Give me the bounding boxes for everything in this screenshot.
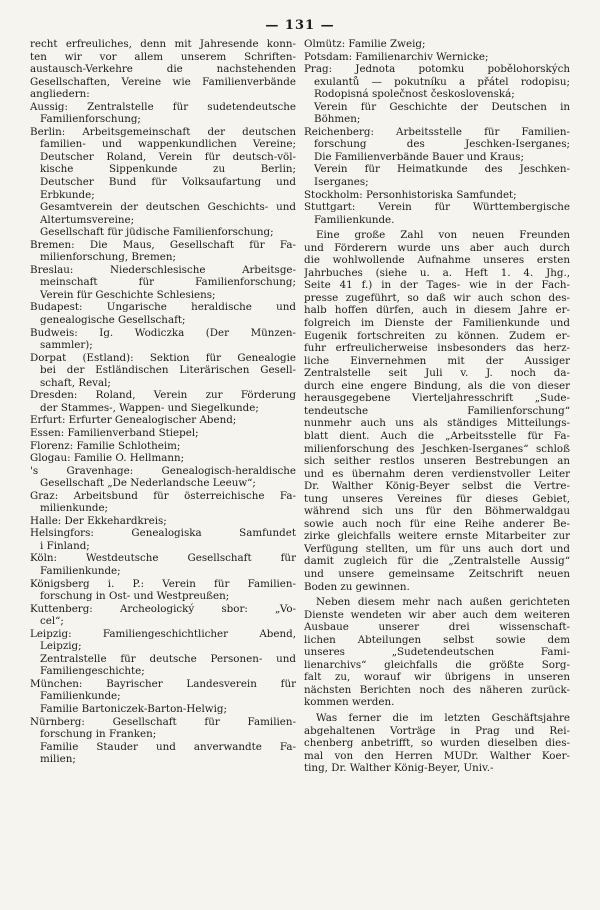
text-line: nunmehr auch uns als ständiges Mitteilungs- [304, 417, 570, 430]
text-line: und es übernahm deren verdienstvoller Leiter [304, 467, 570, 480]
text-line: sowie auch noch für eine Reihe anderer Be- [304, 517, 570, 530]
text-line: Erfurt: Erfurter Genealogischer Abend; [30, 414, 237, 427]
text-line: folgreich im Dienste der Familienkunde und [304, 317, 570, 330]
text-line: Köln: Westdeutsche Gesellschaft für [30, 552, 296, 565]
text-line: schaft, Reval; [40, 376, 111, 389]
text-line: der Stammes-, Wappen- und Siegelkunde; [40, 401, 259, 414]
text-line: 's Gravenhage: Genealogisch-heraldische [30, 464, 296, 477]
text-line: Leipzig: Familiengeschichtlicher Abend, [30, 627, 296, 640]
page-number: — 131 — [265, 18, 335, 33]
text-line: Reichenberg: Arbeitsstelle für Familien- [304, 125, 570, 138]
text-line: Verein für Geschichte der Deutschen in [314, 100, 570, 113]
text-line: Familie Bartoniczek-Barton-Helwig; [40, 702, 227, 715]
text-line: Familienkunde; [40, 690, 121, 703]
text-line: unseres „Sudetendeutschen Fami- [304, 646, 570, 659]
text-line: tendeutsche Familienforschung“ [304, 404, 570, 417]
text-line: Familiengeschichte; [40, 665, 145, 678]
text-line: Potsdam: Familienarchiv Wernicke; [304, 50, 489, 63]
text-line: Kuttenberg: Archeologický sbor: „Vo- [30, 602, 296, 615]
text-line: Seite 41 f.) in der Tages- wie in der Fach- [304, 279, 570, 292]
text-line: Verein für Heimatkunde des Jeschken- [314, 163, 570, 176]
text-line: Dr. Walther König-Beyer selbst die Vertre- [304, 480, 570, 493]
right-column [304, 38, 570, 775]
text-line: Böhmen; [314, 113, 361, 126]
text-line: herausgegebene Vierteljahresschrift „Sude- [304, 392, 570, 405]
text-line: tung unseres Vereines für dieses Gebiet, [304, 492, 570, 505]
text-line: milienforschung des Jeschken-Iserganes“ schloß [304, 442, 570, 455]
text-line: cel“; [40, 615, 64, 628]
text-line: Die Familienverbände Bauer und Kraus; [314, 150, 524, 163]
text-line: chenberg anbetrifft, so wurden dieselben dies- [304, 737, 570, 750]
text-line: austausch-Verkehre die nachstehenden [30, 63, 296, 76]
text-line: Iserganes; [314, 176, 369, 189]
text-line: milienforschung, Bremen; [40, 251, 176, 264]
text-line: Neben diesem mehr nach außen gerichteten [316, 596, 570, 609]
text-line: kommen werden. [304, 696, 395, 709]
text-line: Königsberg i. P.: Verein für Familien- [30, 577, 296, 590]
text-line: Gesellschaften, Vereine wie Familienverbände [30, 75, 296, 88]
text-line: Leipzig; [40, 640, 82, 653]
text-line: recht erfreuliches, denn mit Jahresende konn- [30, 38, 296, 50]
text-line: mal von den Herren MUDr. Walther Koer- [304, 749, 570, 762]
text-line: Essen: Familienverband Stiepel; [30, 426, 199, 439]
text-line: kische Sippenkunde zu Berlin; [40, 163, 296, 176]
text-line: Stockholm: Personhistoriska Samfundet; [304, 188, 517, 201]
text-line: die wohlwollende Aufnahme unseres ersten [304, 254, 570, 267]
text-line: Ausbaue unserer drei wissenschaft- [304, 621, 570, 634]
text-line: Dienste wendeten wir aber auch dem weiteren [304, 608, 570, 621]
text-line: und unsere gemeinsame Zeitschrift neuen [304, 567, 570, 580]
text-line: Deutscher Roland, Verein für deutsch-völ- [40, 150, 296, 163]
two-column-body [30, 38, 570, 775]
text-line: Nürnberg: Gesellschaft für Familien- [30, 715, 296, 728]
text-line: Boden zu gewinnen. [304, 580, 410, 593]
text-line: milienkunde; [40, 502, 109, 515]
text-line: meinschaft für Familienforschung; [40, 276, 296, 289]
text-line: liche Einvernehmen mit der Aussiger [304, 354, 570, 367]
text-line: während sich uns für den Böhmerwaldgau [304, 505, 570, 518]
text-line: Prag: Jednota potomku pobělohorských [304, 63, 570, 76]
text-line: Gesamtverein der deutschen Geschichts- und [40, 201, 296, 214]
text-line: Altertumsvereine; [40, 213, 135, 226]
text-line: Bremen: Die Maus, Gesellschaft für Fa- [30, 238, 296, 251]
text-line: lienarchivs“ gleichfalls die größte Sorg- [304, 658, 570, 671]
text-line: München: Bayrischer Landesverein für [30, 677, 296, 690]
text-line: Verein für Geschichte Schlesiens; [40, 288, 216, 301]
text-line: Aussig: Zentralstelle für sudetendeutsche [30, 100, 296, 113]
text-line: Budapest: Ungarische heraldische und [30, 301, 296, 314]
text-line: fuhr erfreulicherweise insbesonders das herz- [304, 342, 570, 355]
text-line: nächsten Berichten noch des näheren zurück- [304, 683, 570, 696]
text-line: Familienforschung; [40, 113, 141, 126]
text-line: durch eine engere Bindung, als die von dieser [304, 379, 570, 392]
text-line: abgehaltenen Vorträge in Prag und Rei- [304, 724, 570, 737]
text-line: Florenz: Familie Schlotheim; [30, 439, 181, 452]
text-line: familien- und wappenkundlichen Vereine; [40, 138, 296, 151]
text-line: Halle: Der Ekkehardkreis; [30, 514, 167, 527]
text-line: Helsingfors: Genealogiska Samfundet [30, 527, 296, 540]
text-line: milien; [40, 753, 76, 766]
text-line: bei der Estländischen Literärischen Gesell- [40, 364, 296, 377]
text-line: Gesellschaft „De Nederlandsche Leeuw“; [40, 477, 256, 490]
text-line: Zentralstelle seit Juli v. J. noch da- [304, 367, 570, 380]
text-line: Familie Stauder und anverwandte Fa- [40, 740, 296, 753]
text-line: ting, Dr. Walther König-Beyer, Univ.- [304, 762, 494, 775]
text-line: forschung in Franken; [40, 728, 157, 741]
text-line: genealogische Gesellschaft; [40, 314, 186, 327]
text-line: Breslau: Niederschlesische Arbeitsge- [30, 263, 296, 276]
text-line: Jahrbuches (siehe u. a. Heft 1. 4. Jhg., [304, 266, 570, 279]
text-line: forschung des Jeschken-Iserganes; [314, 138, 570, 151]
text-line: Rodopisná společnost československá; [314, 88, 515, 101]
text-line: und Förderern wurde uns aber auch durch [304, 241, 570, 254]
text-line: i Finland; [40, 539, 90, 552]
text-line: Dresden: Roland, Verein zur Förderung [30, 389, 296, 402]
text-line: forschung in Ost- und Westpreußen; [40, 590, 230, 603]
text-line: Erbkunde; [40, 188, 95, 201]
text-line: zirke gleichfalls weitere ernste Mitarbeiter zur [304, 530, 570, 543]
text-line: angliedern: [30, 88, 90, 101]
text-line: Eugenik fortschreiten zu können. Zudem er- [304, 329, 570, 342]
text-line: Olmütz: Familie Zweig; [304, 38, 426, 50]
text-line: Zentralstelle für deutsche Personen- und [40, 652, 296, 665]
text-line: Eine große Zahl von neuen Freunden [316, 229, 570, 242]
text-line: damit zugleich für die „Zentralstelle Aussig“ [304, 555, 570, 568]
text-line: Budweis: Ig. Wodiczka (Der Münzen- [30, 326, 296, 339]
text-line: sammler); [40, 339, 93, 352]
text-line: Gesellschaft für jüdische Familienforschung; [40, 226, 274, 239]
text-line: ten wir vor allem unserem Schriften- [30, 50, 296, 63]
text-line: lichen Abteilungen selbst sowie dem [304, 633, 570, 646]
text-line: Deutscher Bund für Volksaufartung und [40, 176, 296, 189]
text-line: Verfügung stellten, um für uns auch dort und [304, 542, 570, 555]
text-line: blatt dient. Auch die „Arbeitsstelle für Fa- [304, 429, 570, 442]
text-line: Stuttgart: Verein für Württembergische [304, 201, 570, 214]
text-line: halb hoffen dürfen, auch in diesem Jahre er- [304, 304, 570, 317]
text-line: Was ferner die im letzten Geschäftsjahre [316, 711, 570, 724]
text-line: Dorpat (Estland): Sektion für Genealogie [30, 351, 296, 364]
text-line: presse zugeführt, so daß wir auch schon des- [304, 291, 570, 304]
text-line: Familienkunde. [314, 213, 395, 226]
text-line: Graz: Arbeitsbund für österreichische Fa- [30, 489, 296, 502]
text-line: Glogau: Familie O. Hellmann; [30, 452, 185, 465]
text-line: falt zu, worauf wir übrigens in unseren [304, 671, 570, 684]
text-line: sich seither restlos unseren Bestrebungen an [304, 455, 570, 468]
text-line: Berlin: Arbeitsgemeinschaft der deutschen [30, 125, 296, 138]
left-column [30, 38, 296, 775]
text-line: Familienkunde; [40, 564, 121, 577]
text-line: exulantů — pokutníku a přátel rodopisu; [314, 75, 570, 88]
